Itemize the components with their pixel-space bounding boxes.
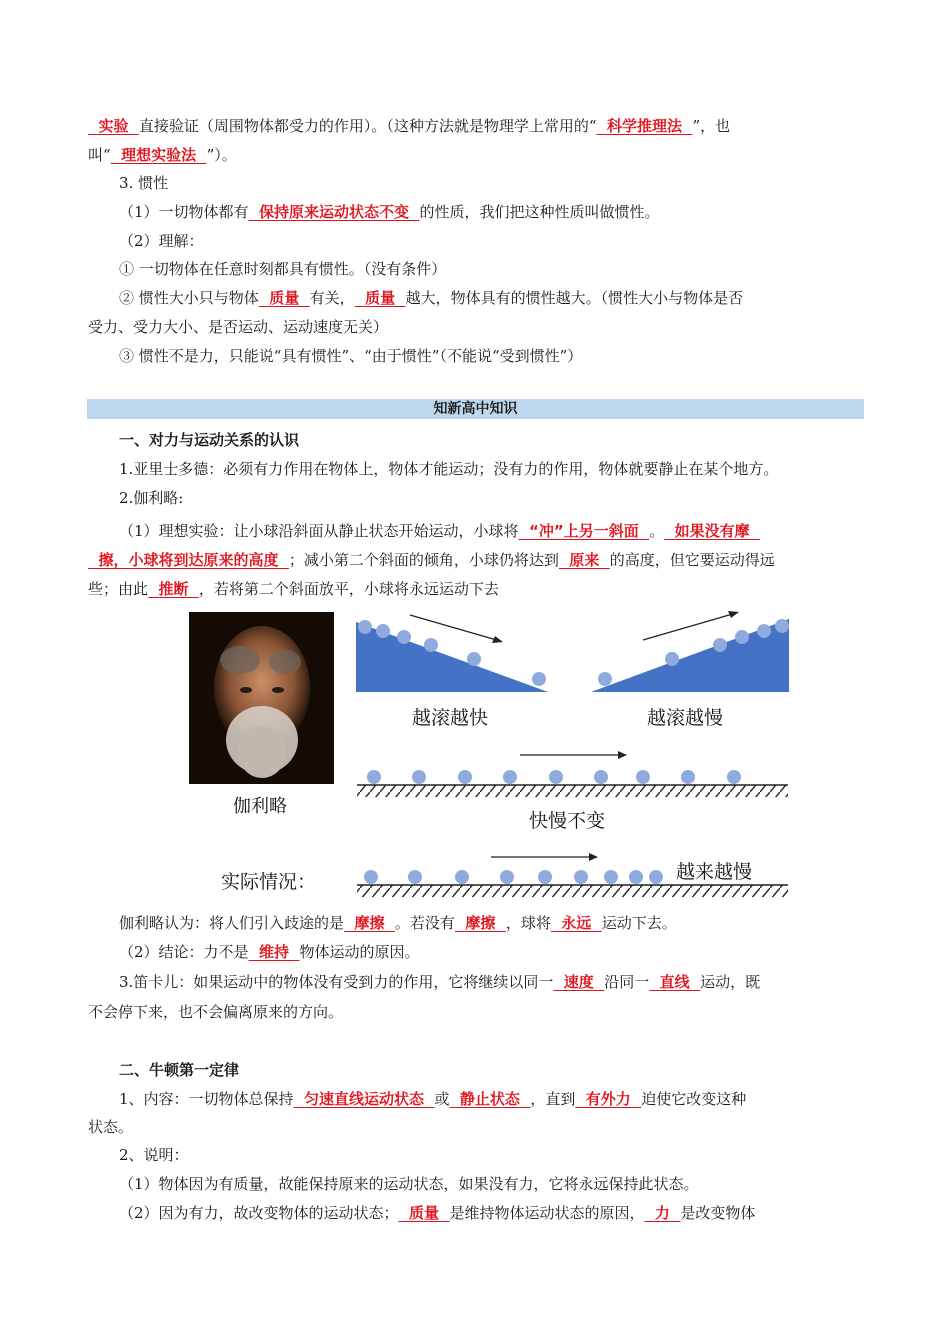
answer-blank: 原来 — [558, 551, 610, 569]
answer-blank: 质量 — [258, 289, 310, 307]
text-line — [119, 911, 864, 935]
text: 越大，物体具有的惯性越大。（惯性大小与物体是否 — [405, 289, 744, 307]
text: ”）。 — [206, 146, 237, 164]
text-line: （2）理解： — [119, 232, 204, 250]
label-actual: 实际情况： — [221, 871, 317, 893]
text: 是维持物体运动状态的原因， — [449, 1204, 645, 1222]
arrow-down — [410, 615, 500, 641]
text: 运动，既 — [700, 973, 761, 991]
text: 。若没有 — [394, 914, 455, 932]
text: 3.笛卡儿：如果运动中的物体没有受到力的作用，它将继续以同一 — [119, 973, 554, 991]
text: 些；由此 — [88, 580, 149, 598]
text: ，球将 — [505, 914, 551, 932]
text: ，若将第二个斜面放平，小球将永远运动下去 — [198, 580, 499, 598]
answer-blank: 摩擦 — [344, 914, 395, 932]
answer-blank: “冲”上另一斜面 — [518, 522, 650, 540]
text: 有关， — [309, 289, 355, 307]
text: 直接验证（周围物体都受力的作用）。（这种方法就是物理学上常用的“ — [138, 117, 597, 135]
text: ，直到 — [530, 1090, 576, 1108]
galileo-portrait — [189, 612, 334, 784]
text: 。 — [649, 522, 665, 540]
answer-blank: 直线 — [649, 973, 701, 991]
answer-blank: 质量 — [354, 289, 406, 307]
text-line: 2、说明： — [119, 1146, 189, 1164]
text: 叫“ — [88, 146, 111, 164]
section-heading: 3. 惯性 — [119, 174, 169, 192]
text: 的性质，我们把这种性质叫做惯性。 — [419, 203, 660, 221]
answer-blank: 速度 — [553, 973, 605, 991]
answer-blank: 摩擦 — [454, 914, 506, 932]
answer-blank: 永远 — [550, 914, 602, 932]
text-line — [119, 940, 864, 964]
portrait-label: 伽利略 — [233, 796, 287, 817]
answer-blank: 力 — [644, 1204, 681, 1222]
answer-blank: 擦，小球将到达原来的高度 — [88, 551, 289, 569]
arrow-up — [643, 613, 736, 640]
ground-hatch — [357, 785, 788, 797]
section-title: 二、牛顿第一定律 — [119, 1061, 240, 1079]
text-line: 不会停下来，也不会偏离原来的方向。 — [88, 1003, 344, 1021]
text-line: ③ 惯性不是力，只能说“具有惯性”、“由于惯性”（不能说“受到惯性”） — [119, 347, 583, 365]
answer-blank: 如果没有摩 — [664, 522, 761, 540]
text: （2）因为有力，故改变物体的运动状态； — [119, 1204, 399, 1222]
answer-blank: 质量 — [398, 1204, 450, 1222]
answer-blank: 科学推理法 — [596, 117, 693, 135]
text-line: 1.亚里士多德：必须有力作用在物体上，物体才能运动；没有力的作用，物体就要静止在某个地方。 — [119, 460, 779, 478]
section-title: 一、对力与运动关系的认识 — [119, 431, 300, 449]
answer-blank: 推断 — [148, 580, 199, 598]
answer-blank: 维持 — [248, 943, 300, 961]
answer-blank: 有外力 — [575, 1090, 642, 1108]
text-line: （1）物体因为有质量，故能保持原来的运动状态，如果没有力，它将永远保持此状态。 — [119, 1175, 699, 1193]
text: 是改变物体 — [680, 1204, 756, 1222]
answer-blank: 实验 — [88, 117, 139, 135]
text: （1）理想实验：让小球沿斜面从静止状态开始运动，小球将 — [119, 522, 519, 540]
text-line: 2.伽利略: — [119, 489, 184, 507]
text-line: 受力、受力大小、是否运动、运动速度无关） — [88, 318, 389, 336]
text: 物体运动的原因。 — [299, 943, 420, 961]
text: 运动下去。 — [601, 914, 677, 932]
text: ；减小第二个斜面的倾角，小球仍将达到 — [288, 551, 559, 569]
answer-blank: 静止状态 — [449, 1090, 531, 1108]
text: （1）一切物体都有 — [119, 203, 249, 221]
text-line — [119, 1201, 864, 1225]
label-slower: 越滚越慢 — [647, 707, 724, 729]
section-banner: 知新高中知识 — [87, 399, 864, 419]
label-faster: 越滚越快 — [412, 707, 489, 729]
text: ”，也 — [692, 117, 731, 135]
text-line: ① 一切物体在任意时刻都具有惯性。（没有条件） — [119, 260, 447, 278]
text: ② 惯性大小只与物体 — [119, 289, 259, 307]
label-slowing: 越来越慢 — [676, 861, 753, 883]
label-constant: 快慢不变 — [529, 810, 606, 832]
text: （2）结论：力不是 — [119, 943, 249, 961]
text-line — [119, 970, 864, 994]
text: 伽利略认为：将人们引入歧途的是 — [119, 914, 345, 932]
text: 沿同一 — [604, 973, 650, 991]
text-line: 状态。 — [88, 1118, 134, 1136]
balls-flat — [367, 770, 741, 784]
answer-blank: 保持原来运动状态不变 — [248, 203, 420, 221]
text: 或 — [434, 1090, 450, 1108]
text: 迫使它改变这种 — [641, 1090, 747, 1108]
answer-blank: 理想实验法 — [110, 146, 207, 164]
balls-actual — [364, 870, 663, 884]
ground-hatch-actual — [357, 885, 788, 897]
answer-blank: 匀速直线运动状态 — [293, 1090, 435, 1108]
text-line — [119, 1087, 864, 1111]
text: 1、内容：一切物体总保持 — [119, 1090, 294, 1108]
text: 的高度，但它要运动得远 — [609, 551, 775, 569]
